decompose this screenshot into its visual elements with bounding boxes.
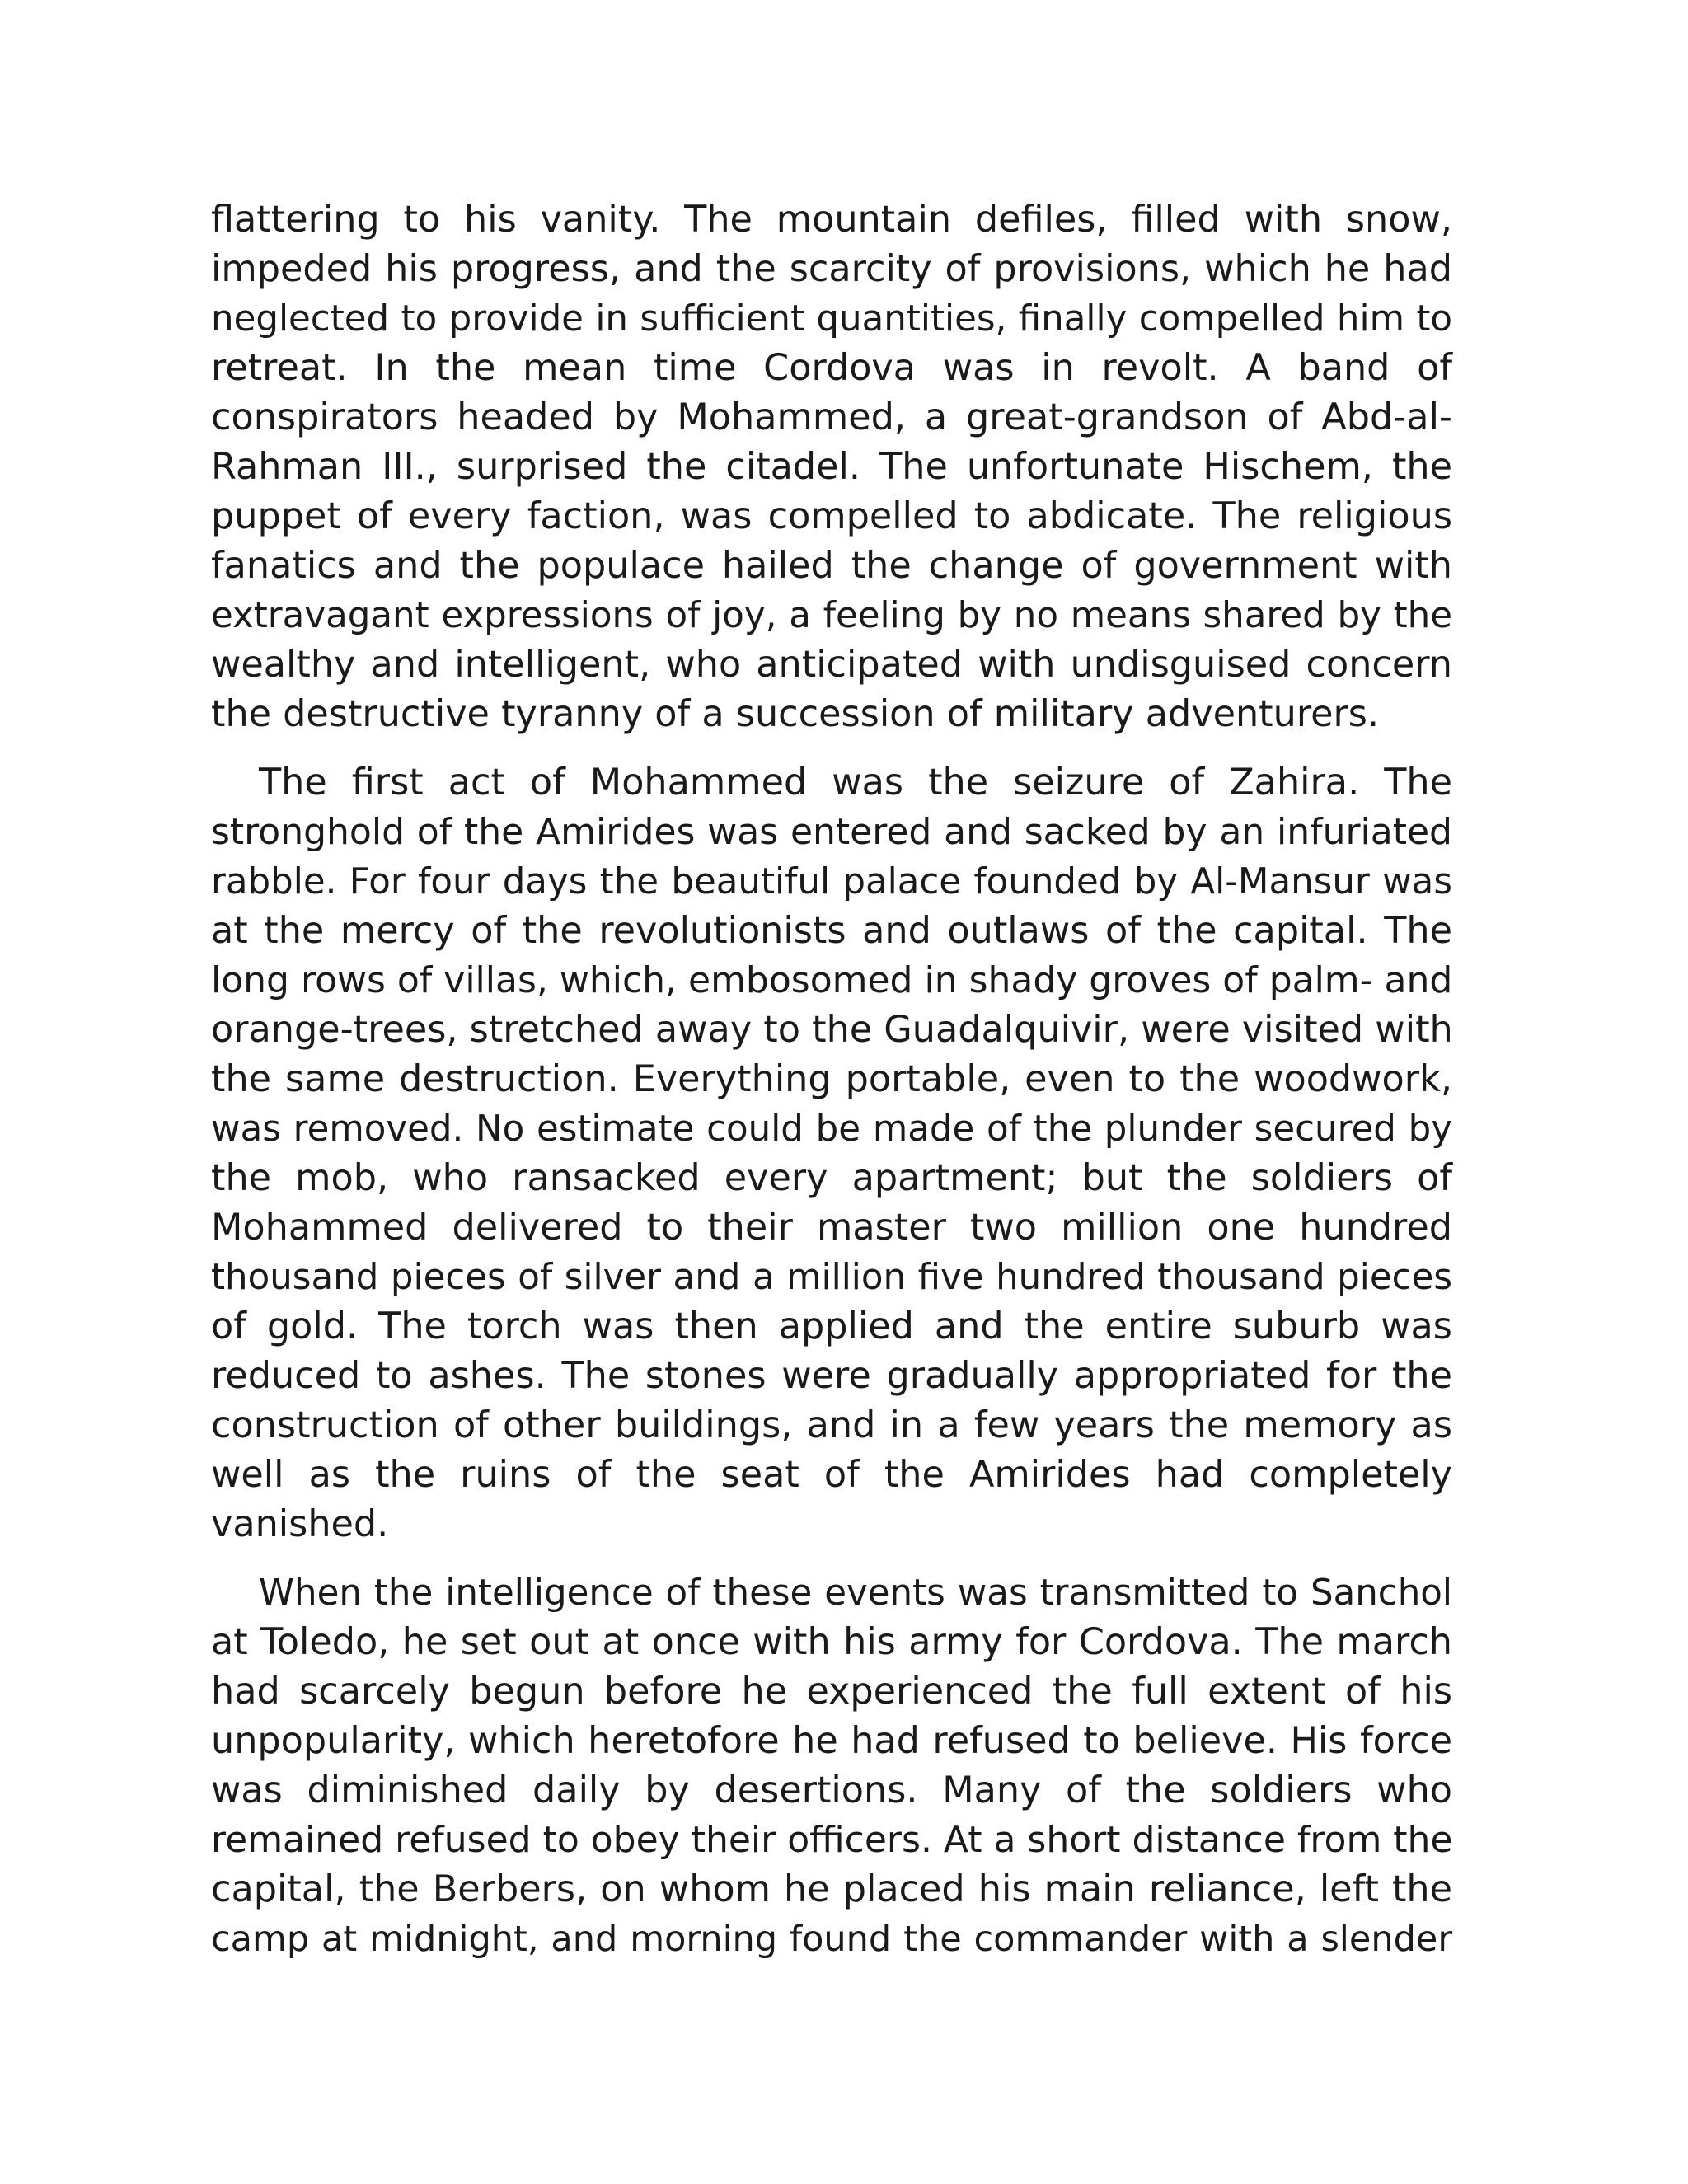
- text-line: wealthy and intelligent, who anticipated with undisguised concern: [211, 644, 1452, 686]
- text-line: impeded his progress, and the scarcity of provisions, which he had: [211, 248, 1452, 290]
- text-line: extravagant expressions of joy, a feeling by no means shared by the: [211, 595, 1452, 636]
- text-line: had scarcely begun before he experienced the full extent of his: [211, 1671, 1452, 1713]
- paragraph-1: [211, 195, 1452, 739]
- text-line: When the intelligence of these events was transmitted to Sanchol: [259, 1572, 1452, 1614]
- text-line: remained refused to obey their officers. At a short distance from the: [211, 1819, 1453, 1861]
- text-line: fanatics and the populace hailed the change of government with: [211, 545, 1452, 587]
- text-line: stronghold of the Amirides was entered and sacked by an infuriated: [211, 811, 1452, 853]
- text-line: retreat. In the mean time Cordova was in revolt. A band of: [211, 347, 1452, 389]
- text-line: unpopularity, which heretofore he had refused to believe. His force: [211, 1720, 1452, 1762]
- text-line: was removed. No estimate could be made of the plunder secured by: [211, 1108, 1452, 1150]
- text-line: The first act of Mohammed was the seizure of Zahira. The: [259, 762, 1452, 804]
- text-line: puppet of every faction, was compelled to abdicate. The religious: [211, 495, 1452, 537]
- text-line: well as the ruins of the seat of the Amirides had completely: [211, 1454, 1452, 1496]
- text-line: rabble. For four days the beautiful palace founded by Al-Mansur was: [211, 861, 1452, 902]
- text-line: Rahman III., surprised the citadel. The unfortunate Hischem, the: [211, 446, 1452, 488]
- text-line: at Toledo, he set out at once with his army for Cordova. The march: [211, 1621, 1452, 1663]
- paragraph-2: [211, 758, 1452, 1549]
- text-line: long rows of villas, which, embosomed in shady groves of palm- and: [211, 959, 1453, 1001]
- text-line: the same destruction. Everything portable, even to the woodwork,: [211, 1058, 1452, 1100]
- text-line: camp at midnight, and morning found the commander with a slender: [211, 1919, 1452, 1960]
- text-line: neglected to provide in sufficient quantities, finally compelled him to: [211, 298, 1452, 340]
- text-line: construction of other buildings, and in a few years the memory as: [211, 1404, 1452, 1446]
- text-line: vanished.: [211, 1503, 389, 1545]
- text-line: reduced to ashes. The stones were gradually appropriated for the: [211, 1355, 1452, 1397]
- text-line: the destructive tyranny of a succession of military adventurers.: [211, 693, 1380, 735]
- text-line: capital, the Berbers, on whom he placed his main reliance, left the: [211, 1868, 1452, 1910]
- text-line: the mob, who ransacked every apartment; but the soldiers of: [211, 1157, 1452, 1199]
- paragraph-3: [211, 1568, 1452, 1964]
- text-line: Mohammed delivered to their master two million one hundred: [211, 1207, 1452, 1249]
- text-line: flattering to his vanity. The mountain defiles, filled with snow,: [211, 199, 1452, 241]
- text-line: at the mercy of the revolutionists and outlaws of the capital. The: [211, 910, 1452, 952]
- text-line: orange-trees, stretched away to the Guadalquivir, were visited with: [211, 1009, 1453, 1051]
- text-line: was diminished daily by desertions. Many of the soldiers who: [211, 1769, 1452, 1811]
- text-line: of gold. The torch was then applied and the entire suburb was: [211, 1305, 1452, 1347]
- text-line: thousand pieces of silver and a million five hundred thousand pieces: [211, 1257, 1452, 1298]
- text-line: conspirators headed by Mohammed, a great-grandson of Abd-al-: [211, 396, 1452, 438]
- body-text: [211, 195, 1452, 1964]
